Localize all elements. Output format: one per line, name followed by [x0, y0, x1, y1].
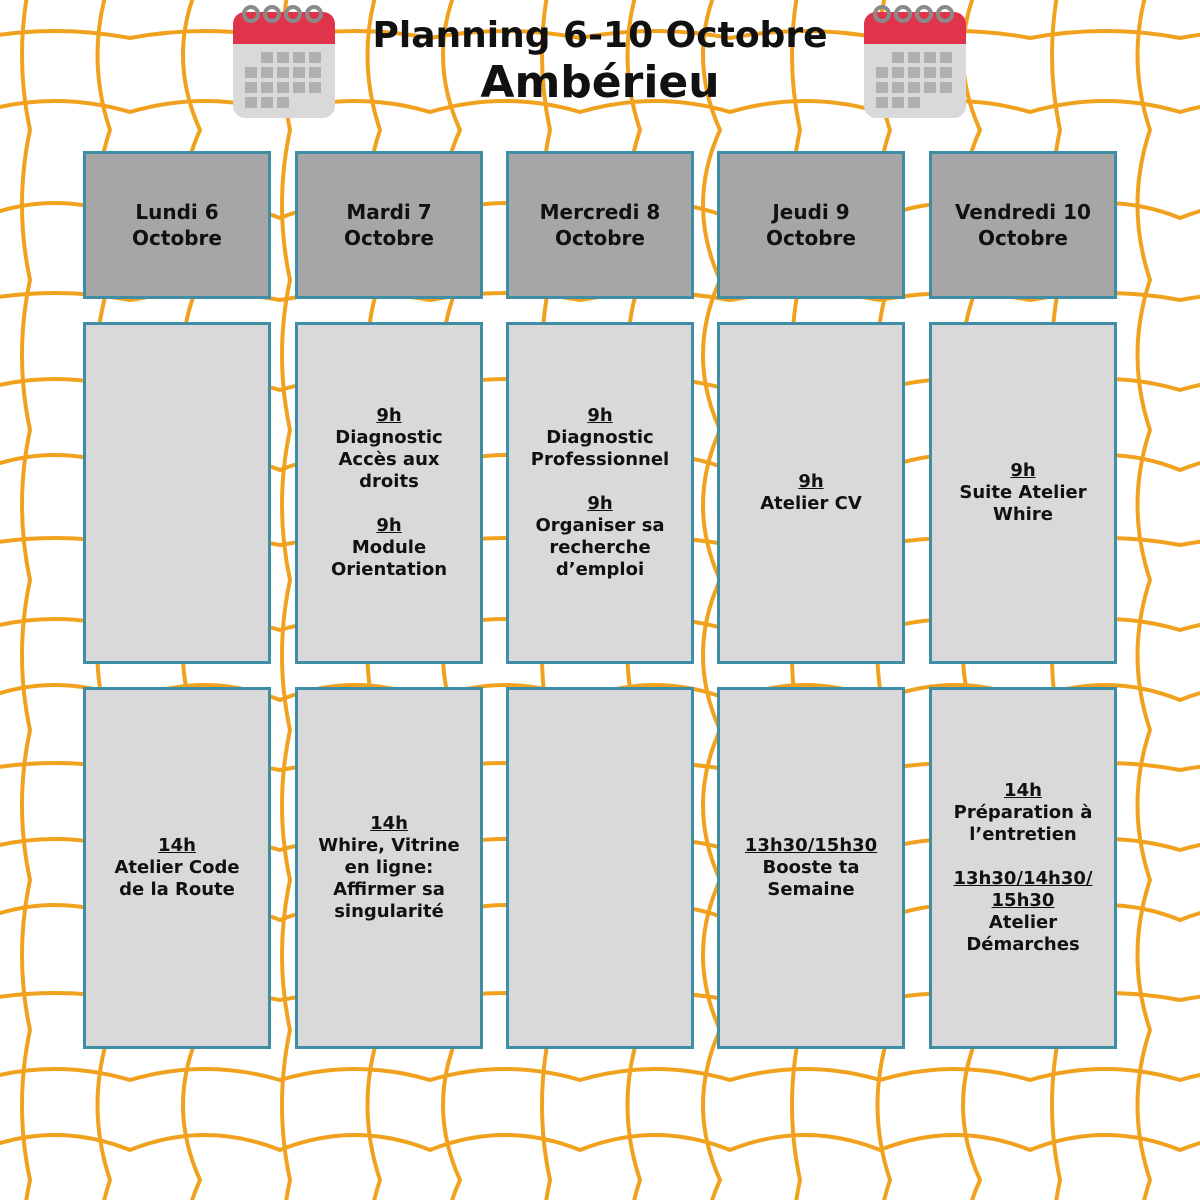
- schedule-slot: [942, 868, 1104, 956]
- schedule-slot: [335, 405, 442, 493]
- slot-activity-line: recherche: [549, 537, 651, 558]
- day-header-line: Octobre: [132, 226, 222, 250]
- schedule-slot: [535, 493, 664, 581]
- morning-cell-vendredi: [929, 322, 1117, 664]
- slot-activity-line: d’emploi: [555, 559, 645, 580]
- wavy-line: [0, 1135, 1200, 1150]
- slot-activity-line: Atelier: [988, 912, 1058, 933]
- morning-cell-mardi: [295, 322, 483, 664]
- slot-time: 9h: [587, 405, 613, 426]
- slot-time: 13h30/14h30/ 15h30: [953, 868, 1093, 911]
- slot-time: 14h: [158, 835, 196, 856]
- wavy-line: [0, 1069, 1200, 1080]
- schedule-slot: [531, 405, 669, 471]
- day-header-line: Octobre: [555, 226, 645, 250]
- slot-activity-line: Booste ta: [762, 857, 860, 878]
- slot-time: 14h: [1004, 780, 1042, 801]
- schedule-slot: [760, 471, 862, 515]
- slot-activity-line: Whire, Vitrine: [318, 835, 460, 856]
- slot-activity-line: Suite Atelier: [959, 482, 1087, 503]
- slot-time: 9h: [587, 493, 613, 514]
- slot-activity-line: Accès aux: [338, 449, 440, 470]
- slot-activity-line: Diagnostic: [335, 427, 443, 448]
- slot-activity-line: de la Route: [119, 879, 235, 900]
- day-header-vendredi: [929, 151, 1117, 299]
- schedule-slot: [114, 835, 239, 901]
- slot-activity-line: Démarches: [966, 934, 1080, 955]
- slot-time: 9h: [1010, 460, 1036, 481]
- slot-activity-line: en ligne:: [344, 857, 434, 878]
- wavy-line: [22, 0, 30, 1200]
- slot-activity-line: Orientation: [330, 559, 448, 580]
- morning-cell-lundi: [83, 322, 271, 664]
- day-header-line: Mercredi 8: [539, 200, 661, 224]
- morning-cell-jeudi: [717, 322, 905, 664]
- slot-activity-line: Professionnel: [530, 449, 670, 470]
- slot-activity-line: Semaine: [767, 879, 855, 900]
- page-title: Planning 6-10 Octobre: [372, 15, 828, 56]
- afternoon-cell-vendredi: [929, 687, 1117, 1049]
- schedule-slot: [318, 813, 460, 923]
- schedule-slot: [959, 460, 1086, 526]
- slot-time: 9h: [798, 471, 824, 492]
- slot-activity-line: Affirmer sa: [333, 879, 445, 900]
- afternoon-cell-mardi: [295, 687, 483, 1049]
- slot-time: 9h: [376, 515, 402, 536]
- day-header-line: Octobre: [766, 226, 856, 250]
- title-block: [0, 14, 1200, 108]
- day-header-line: Vendredi 10: [955, 200, 1091, 224]
- slot-activity-line: Whire: [993, 504, 1053, 525]
- slot-activity-line: Atelier Code: [114, 857, 240, 878]
- day-header-mardi: [295, 151, 483, 299]
- slot-time: 14h: [370, 813, 408, 834]
- afternoon-cell-jeudi: [717, 687, 905, 1049]
- wavy-line: [282, 0, 290, 1200]
- slot-activity-line: Organiser sa: [535, 515, 665, 536]
- slot-activity-line: droits: [359, 471, 419, 492]
- slot-activity-line: singularité: [334, 901, 444, 922]
- slot-activity-line: Préparation à: [953, 802, 1093, 823]
- slot-activity-line: Atelier CV: [760, 493, 862, 514]
- day-header-lundi: [83, 151, 271, 299]
- schedule-slot: [954, 780, 1093, 846]
- page-subtitle: Ambérieu: [480, 57, 720, 108]
- slot-activity-line: Module: [351, 537, 427, 558]
- morning-cell-mercredi: [506, 322, 694, 664]
- slot-activity-line: Diagnostic: [546, 427, 654, 448]
- day-header-line: Octobre: [978, 226, 1068, 250]
- day-header-line: Octobre: [344, 226, 434, 250]
- afternoon-cell-lundi: [83, 687, 271, 1049]
- schedule-slot: [745, 835, 877, 901]
- day-header-jeudi: [717, 151, 905, 299]
- slot-activity-line: l’entretien: [969, 824, 1077, 845]
- day-header-line: Jeudi 9: [772, 200, 850, 224]
- afternoon-cell-mercredi: [506, 687, 694, 1049]
- slot-time: 9h: [376, 405, 402, 426]
- day-header-mercredi: [506, 151, 694, 299]
- wavy-line: [1138, 0, 1151, 1200]
- day-header-line: Mardi 7: [346, 200, 432, 224]
- slot-time: 13h30/15h30: [744, 835, 878, 856]
- schedule-slot: [331, 515, 447, 581]
- day-header-line: Lundi 6: [135, 200, 219, 224]
